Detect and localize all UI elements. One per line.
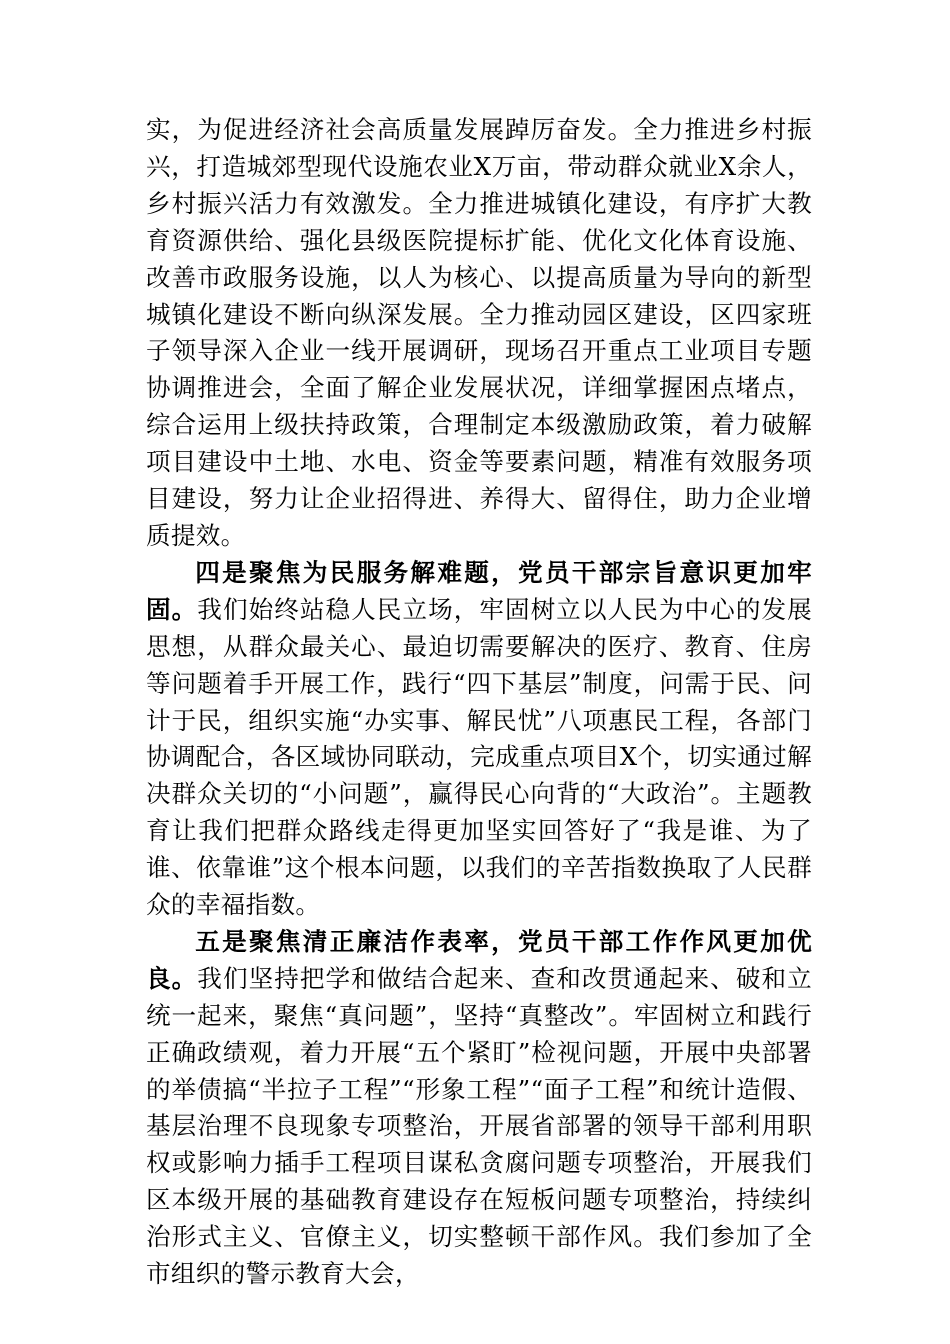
paragraph-3-lead: 五是聚焦清正廉洁作表率，党员干部工作作风更加优良。 (146, 926, 812, 993)
paragraph-2 (146, 555, 812, 924)
paragraph-2-text: 我们始终站稳人民立场，牢固树立以人民为中心的发展思想，从群众最关心、最迫切需要解决的医疗、教育、住房等问题着手开展工作，践行“四下基层”制度，问需于民、问计于民，组织实施“办实事、解民忧”八项惠民工程，各部门协调配合，各区域协同联动，完成重点项目X个，切实通过解决群众关切的“小问题”，赢得民心向背的“大政治”。主题教育让我们把群众路线走得更加坚实回答好了“我是谁、为了谁、依靠谁”这个根本问题，以我们的辛苦指数换取了人民群众的幸福指数。 (146, 594, 812, 920)
paragraph-2-lead: 四是聚焦为民服务解难题，党员干部宗旨意识更加牢固。 (146, 557, 812, 624)
paragraph-1-text: 实，为促进经济社会高质量发展踔厉奋发。全力推进乡村振兴，打造城郊型现代设施农业X万亩，带动群众就业X余人，乡村振兴活力有效激发。全力推进城镇化建设，有序扩大教育资源供给、强化县级医院提标扩能、优化文化体育设施、改善市政服务设施，以人为核心、以提高质量为导向的新型城镇化建设不断向纵深发展。全力推动园区建设，区四家班子领导深入企业一线开展调研，现场召开重点工业项目专题协调推进会，全面了解企业发展状况，详细掌握困点堵点，综合运用上级扶持政策，合理制定本级激励政策，着力破解项目建设中土地、水电、资金等要素问题，精准有效服务项目建设，努力让企业招得进、养得大、留得住，助力企业增质提效。 (146, 115, 812, 550)
paragraph-1 (146, 112, 812, 555)
paragraph-3 (146, 924, 812, 1293)
document-page (146, 112, 812, 1293)
paragraph-3-text: 我们坚持把学和做结合起来、查和改贯通起来、破和立统一起来，聚焦“真问题”，坚持“真整改”。牢固树立和践行正确政绩观，着力开展“五个紧盯”检视问题，开展中央部署的举债搞“半拉子工程”“形象工程”“面子工程”和统计造假、基层治理不良现象专项整治，开展省部署的领导干部利用职权或影响力插手工程项目谋私贪腐问题专项整治，开展我们区本级开展的基础教育建设存在短板问题专项整治，持续纠治形式主义、官僚主义，切实整顿干部作风。我们参加了全市组织的警示教育大会， (146, 963, 812, 1289)
